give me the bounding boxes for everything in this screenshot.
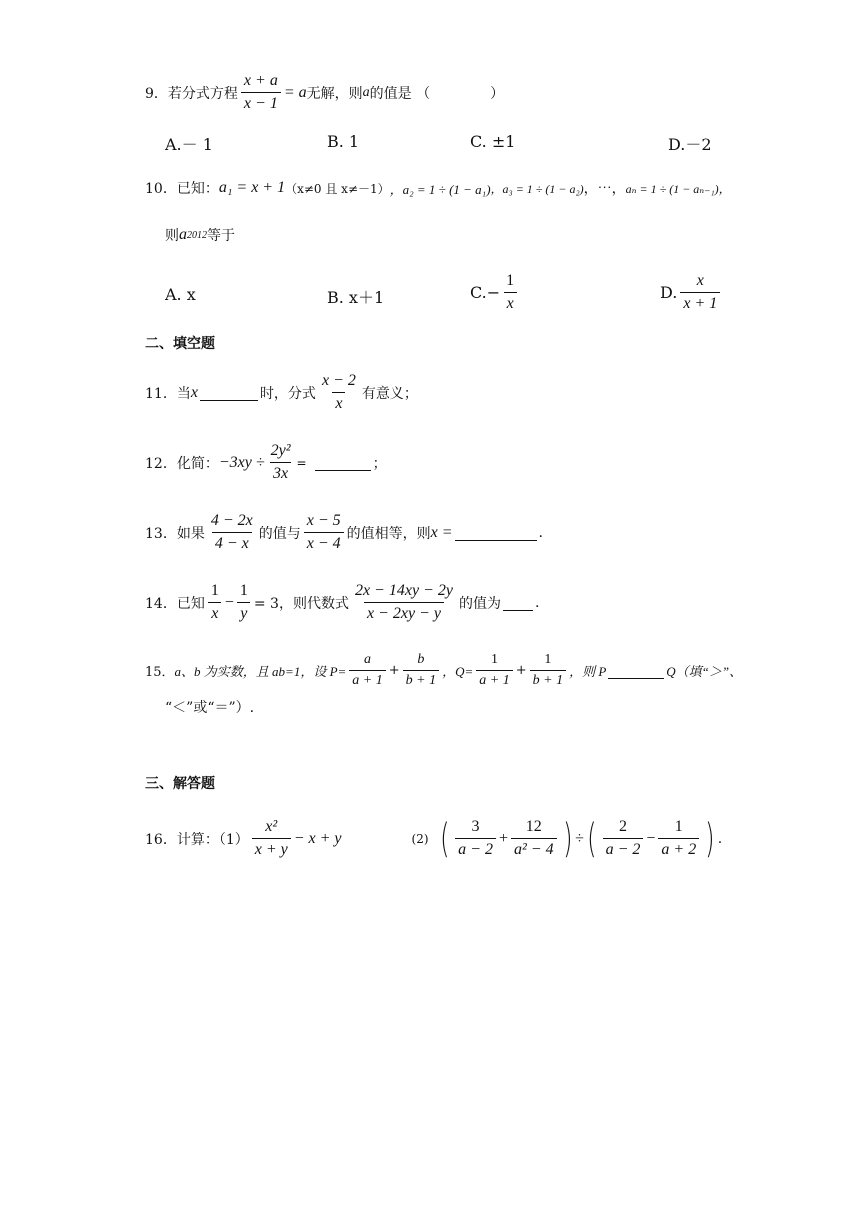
question-13 bbox=[145, 512, 800, 554]
fraction-numerator: x + a bbox=[243, 72, 278, 89]
question-text: Q（填“＞”、 bbox=[666, 664, 743, 680]
question-text: 无解，则 bbox=[306, 85, 363, 102]
question-text: 11．当 bbox=[145, 385, 191, 402]
fraction-denominator: y bbox=[237, 602, 250, 623]
section-2-heading: 二、填空题 bbox=[145, 336, 215, 352]
question-text: ，则 P bbox=[569, 664, 607, 680]
ellipsis: ，⋯， bbox=[583, 181, 626, 197]
fraction bbox=[304, 512, 344, 554]
plus-sign: + bbox=[388, 663, 400, 679]
right-paren: ) bbox=[705, 815, 715, 862]
right-paren: ) bbox=[562, 815, 573, 862]
question-text: 的值相等，则 bbox=[346, 525, 431, 542]
period: . bbox=[538, 524, 543, 541]
fraction-numerator: x² bbox=[265, 818, 278, 835]
fraction bbox=[349, 652, 385, 689]
fraction bbox=[603, 818, 644, 860]
condition: （x≠0 且 x≠－1） bbox=[285, 181, 390, 196]
fraction-numerator: 2 bbox=[618, 818, 627, 835]
term-a2012: a bbox=[179, 226, 187, 243]
question-text: ； bbox=[372, 455, 387, 472]
left-paren: ( bbox=[439, 815, 450, 862]
question-text: 的值为 bbox=[458, 595, 501, 612]
question-number: 15． bbox=[145, 665, 175, 681]
fraction-numerator: 3 bbox=[471, 818, 480, 835]
question-9 bbox=[145, 72, 800, 114]
question-16 bbox=[145, 815, 800, 862]
question-text: 16．计算：（1） bbox=[145, 831, 249, 848]
fraction bbox=[208, 512, 256, 554]
fraction-denominator: x + y bbox=[252, 838, 291, 859]
fraction-numerator: x bbox=[696, 272, 704, 289]
question-text: = 3，则代数式 bbox=[253, 595, 349, 612]
fraction-denominator: x − 4 bbox=[304, 532, 344, 553]
question-text: 有意义； bbox=[361, 385, 418, 402]
question-10-line2 bbox=[165, 225, 800, 245]
fraction-numerator: 1 bbox=[210, 582, 219, 599]
question-text: 12．化简： bbox=[145, 455, 219, 472]
option-a: A.－ 1 bbox=[165, 135, 213, 154]
close-paren: ） bbox=[490, 85, 505, 102]
option-c: C. ±1 bbox=[470, 132, 516, 151]
variable: a bbox=[362, 84, 370, 100]
fraction-denominator: a² − 4 bbox=[511, 838, 557, 859]
fraction-numerator: 1 bbox=[239, 582, 248, 599]
fraction-denominator: b + 1 bbox=[530, 670, 566, 689]
section-3-heading: 三、解答题 bbox=[145, 776, 215, 792]
fraction-numerator: x − 2 bbox=[321, 372, 356, 389]
question-15 bbox=[145, 652, 800, 689]
expression: − x + y bbox=[293, 829, 342, 847]
fraction-denominator: 4 − x bbox=[212, 532, 252, 553]
term-a1: a₁ = x + 1 bbox=[218, 179, 286, 196]
question-text: a、b 为实数，且 ab=1，设 P= bbox=[174, 664, 347, 680]
variable: x bbox=[190, 383, 198, 401]
fraction-denominator: x − 1 bbox=[241, 92, 281, 113]
term-an: aₙ = 1 ÷ (1 − aₙ₋₁)， bbox=[625, 181, 731, 196]
question-number: 9． bbox=[145, 85, 168, 102]
question-text: 时，分式 bbox=[259, 385, 316, 402]
term-a3: ，a₃ = 1 ÷ (1 − a₂) bbox=[490, 181, 584, 196]
period: . bbox=[534, 594, 540, 611]
option-d bbox=[660, 272, 723, 314]
fraction-numerator: 1 bbox=[674, 818, 683, 835]
term-a2: ，a₂ = 1 ÷ (1 − a₁) bbox=[389, 181, 491, 197]
fraction bbox=[680, 272, 720, 314]
fraction-denominator: x bbox=[504, 292, 517, 313]
question-15-line2: “＜”或“＝”）. bbox=[165, 700, 255, 716]
question-text: ，Q= bbox=[442, 664, 474, 680]
fraction bbox=[503, 272, 517, 314]
question-text: 则 bbox=[165, 228, 179, 244]
fraction-denominator: b + 1 bbox=[403, 670, 439, 689]
fraction bbox=[455, 818, 496, 860]
fraction-denominator: x − 2xy − y bbox=[364, 602, 444, 623]
fraction-numerator: 4 − 2x bbox=[210, 512, 253, 529]
fraction-denominator: 3x bbox=[270, 462, 291, 483]
question-text: 14．已知 bbox=[145, 595, 205, 612]
fraction bbox=[252, 818, 291, 860]
equals-sign: = bbox=[296, 455, 307, 470]
fraction-numerator: 2x − 14xy − 2y bbox=[354, 582, 453, 599]
fraction-numerator: b bbox=[417, 652, 425, 667]
fraction-numerator: 12 bbox=[525, 818, 542, 835]
period: . bbox=[717, 830, 723, 847]
plus-sign: + bbox=[515, 663, 527, 679]
fraction-denominator: a − 2 bbox=[455, 838, 496, 859]
option-label: D. bbox=[660, 283, 678, 303]
fraction bbox=[352, 582, 456, 624]
fraction-denominator: a + 1 bbox=[476, 670, 512, 689]
variable: x = bbox=[430, 523, 453, 541]
option-b: B. x＋1 bbox=[327, 288, 385, 307]
question-10 bbox=[145, 178, 800, 198]
question-14 bbox=[145, 582, 800, 624]
fraction-denominator: x bbox=[208, 602, 221, 623]
question-text: 10．已知： bbox=[145, 181, 219, 197]
fraction-numerator: x − 5 bbox=[306, 512, 341, 529]
option-d: D.－2 bbox=[668, 135, 712, 154]
fraction bbox=[319, 372, 359, 414]
minus-sign: − bbox=[646, 829, 656, 847]
fraction bbox=[241, 72, 281, 114]
question-12 bbox=[145, 442, 800, 484]
expression: −3xy ÷ bbox=[218, 453, 265, 471]
plus-sign: + bbox=[498, 829, 508, 847]
answer-blank[interactable] bbox=[503, 594, 533, 611]
fraction-denominator: a + 2 bbox=[658, 838, 699, 859]
fraction bbox=[403, 652, 439, 689]
question-text: 若分式方程 bbox=[167, 85, 238, 102]
fraction-denominator: x + 1 bbox=[680, 292, 720, 313]
fraction bbox=[530, 652, 566, 689]
fraction-numerator: 1 bbox=[506, 272, 515, 289]
fraction bbox=[511, 818, 557, 860]
answer-blank[interactable] bbox=[200, 384, 258, 401]
fraction bbox=[268, 442, 294, 484]
fraction-denominator: x bbox=[332, 392, 345, 413]
subscript: 2012 bbox=[187, 229, 207, 241]
fraction bbox=[208, 582, 222, 624]
fraction-denominator: a + 1 bbox=[349, 670, 385, 689]
answer-blank[interactable] bbox=[455, 524, 537, 541]
question-text: 等于 bbox=[207, 228, 235, 244]
fraction-numerator: 2y² bbox=[270, 442, 291, 459]
question-11 bbox=[145, 372, 800, 414]
fraction bbox=[237, 582, 251, 624]
option-c bbox=[470, 272, 520, 314]
answer-blank[interactable] bbox=[608, 662, 664, 679]
option-label: C.− bbox=[470, 283, 501, 303]
part-label: (2) bbox=[411, 831, 429, 846]
fraction-numerator: a bbox=[364, 652, 372, 667]
option-b: B. 1 bbox=[327, 132, 360, 151]
question-text: 的值是 （ bbox=[369, 85, 431, 102]
fraction bbox=[476, 652, 512, 689]
question-text: 的值与 bbox=[258, 525, 301, 542]
equation-rhs: = a bbox=[283, 83, 307, 101]
fraction bbox=[658, 818, 699, 860]
fraction-numerator: 1 bbox=[544, 652, 552, 667]
answer-blank[interactable] bbox=[315, 454, 371, 471]
minus-sign: − bbox=[224, 593, 234, 611]
question-text: 13．如果 bbox=[145, 525, 205, 542]
option-a: A. x bbox=[165, 285, 196, 304]
fraction-denominator: a − 2 bbox=[603, 838, 644, 859]
fraction-numerator: 1 bbox=[491, 652, 498, 667]
divide-sign: ÷ bbox=[575, 829, 584, 847]
left-paren: ( bbox=[587, 815, 597, 862]
